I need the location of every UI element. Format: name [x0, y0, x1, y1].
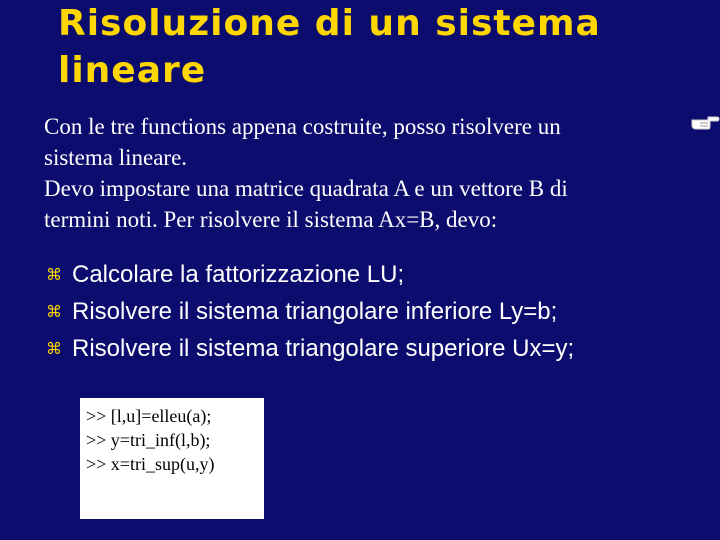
- paragraph-line: sistema lineare.: [44, 145, 188, 170]
- list-item-text: Risolvere il sistema triangolare superiore Ux=y;: [72, 334, 575, 362]
- list-item: [46, 330, 706, 367]
- slide-title: [58, 0, 678, 94]
- paragraph-line: Devo impostare una matrice quadrata A e un vettore B di: [44, 176, 568, 201]
- list-item: [46, 256, 706, 293]
- paragraph-line: Con le tre functions appena costruite, posso risolvere un: [44, 114, 561, 139]
- bullet-icon: ⌘: [46, 338, 62, 358]
- slide-title-line-2: lineare: [58, 50, 207, 91]
- code-box: [80, 398, 264, 519]
- steps-list: [46, 256, 706, 367]
- code-line: >> [l,u]=elleu(a);: [86, 406, 212, 426]
- pointing-hand-icon[interactable]: [690, 112, 720, 132]
- list-item-text: Calcolare la fattorizzazione LU;: [72, 260, 405, 288]
- code-line: >> y=tri_inf(l,b);: [86, 430, 211, 450]
- slide-title-line-1: Risoluzione di un sistema: [58, 3, 601, 44]
- paragraph-line: termini noti. Per risolvere il sistema Ax=B, devo:: [44, 207, 498, 232]
- bullet-icon: ⌘: [46, 264, 62, 284]
- list-item-text: Risolvere il sistema triangolare inferiore Ly=b;: [72, 297, 558, 325]
- list-item: [46, 293, 706, 330]
- code-line: >> x=tri_sup(u,y): [86, 454, 215, 474]
- intro-paragraph: [44, 111, 704, 235]
- bullet-icon: ⌘: [46, 301, 62, 321]
